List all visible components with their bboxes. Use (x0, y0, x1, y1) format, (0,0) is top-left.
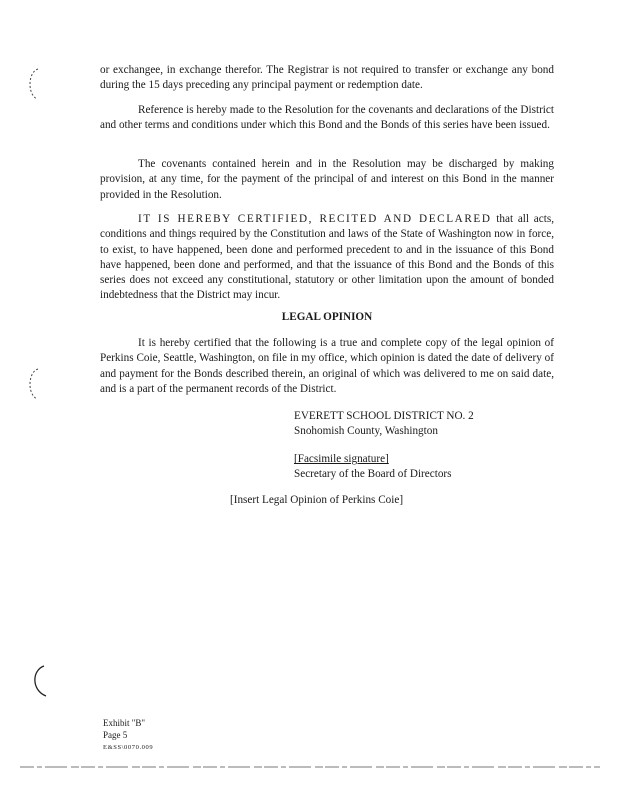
paragraph-exchange: or exchangee, in exchange therefor. The Registrar is not required to transfer or exchange any bond during the 15 days preceding any principal payment or redemption date. (100, 64, 554, 92)
signer-title: Secretary of the Board of Directors (294, 468, 452, 480)
paragraph-certified (100, 212, 554, 304)
paragraph-covenants: The covenants contained herein and in the Resolution may be discharged by making provision, at any time, for the payment of the principal of and interest on this Bond in the manner provided in the Resolution. (100, 158, 554, 201)
district-name: EVERETT SCHOOL DISTRICT NO. 2 (294, 410, 474, 422)
facsimile-signature: [Facsimile signature] (294, 453, 389, 465)
certified-rest-text: that all acts, conditions and things required by the Constitution and laws of the State of Washington now in force, to exist, to have happened, been done and performed precedent to and in the issuance of this Bond have happened, been done and performed, and that the issuance of this Bond and the Bonds of this series does not exceed any constitutional, statutory or other limitation upon the amount of bonded indebtedness that the District may incur. (100, 213, 554, 302)
footer-document-id: E&SS\0070.009 (103, 744, 154, 751)
scan-edge-line (20, 766, 600, 768)
paragraph-legal-opinion: It is hereby certified that the following is a true and complete copy of the legal opinion of Perkins Coie, Seattle, Washington, on file in my office, which opinion is dated the date of delivery of and payment for the Bonds described therein, an original of which was delivered to me on said date, and is a part of the permanent records of the District. (100, 337, 554, 395)
insert-legal-opinion-note: [Insert Legal Opinion of Perkins Coie] (230, 494, 404, 506)
hole-punch-mark-bottom (28, 664, 52, 700)
footer-exhibit: Exhibit "B" (103, 718, 146, 728)
hole-punch-mark-top (22, 66, 42, 102)
paragraph-reference: Reference is hereby made to the Resolution for the covenants and declarations of the District and other terms and conditions under which this Bond and the Bonds of this series have been issued. (100, 104, 554, 132)
certified-lead-text: IT IS HEREBY CERTIFIED, RECITED AND DECLARED (138, 213, 492, 225)
legal-opinion-heading: LEGAL OPINION (281, 311, 373, 323)
hole-punch-mark-middle (22, 366, 42, 402)
district-county: Snohomish County, Washington (294, 425, 438, 437)
footer-page-number: Page 5 (103, 730, 128, 740)
